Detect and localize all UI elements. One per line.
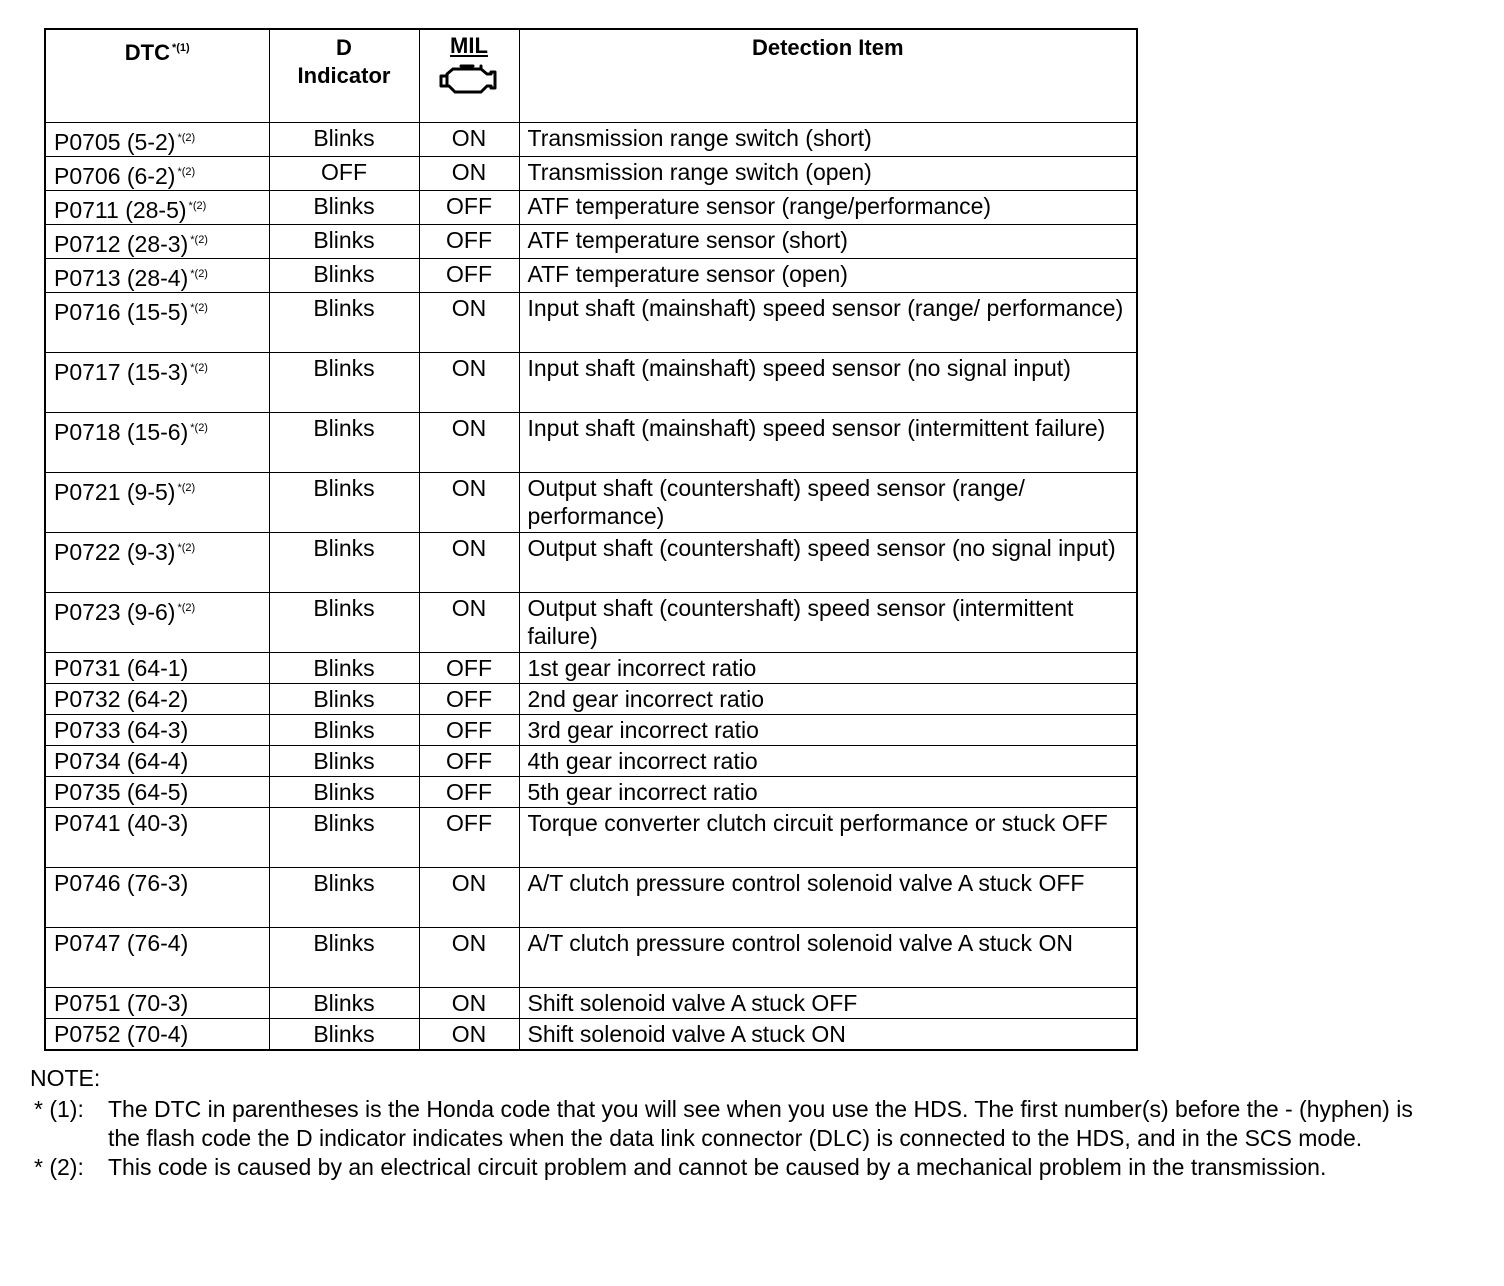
cell-mil: ON — [419, 533, 519, 593]
cell-indicator: Blinks — [269, 1019, 419, 1051]
cell-dtc — [45, 293, 269, 353]
cell-detection: 2nd gear incorrect ratio — [519, 684, 1137, 715]
dtc-code: P0716 (15-5) — [54, 299, 189, 325]
cell-dtc — [45, 988, 269, 1019]
header-mil-label: MIL — [450, 33, 488, 58]
dtc-code: P0741 (40-3) — [54, 810, 189, 836]
dtc-code: P0734 (64-4) — [54, 748, 189, 774]
cell-detection: Input shaft (mainshaft) speed sensor (no signal input) — [519, 353, 1137, 413]
table-row — [45, 353, 1137, 413]
cell-indicator: Blinks — [269, 928, 419, 988]
cell-dtc — [45, 684, 269, 715]
cell-indicator: Blinks — [269, 413, 419, 473]
cell-detection: A/T clutch pressure control solenoid valve A stuck ON — [519, 928, 1137, 988]
header-indicator-line2: Indicator — [297, 63, 391, 88]
dtc-footnote: *(2) — [177, 482, 196, 494]
cell-dtc — [45, 1019, 269, 1051]
table-header — [45, 29, 1137, 123]
cell-mil: ON — [419, 123, 519, 157]
table-body — [45, 123, 1137, 1051]
header-mil — [419, 29, 519, 123]
dtc-footnote: *(2) — [177, 542, 196, 554]
table-row — [45, 157, 1137, 191]
cell-detection: A/T clutch pressure control solenoid valve A stuck OFF — [519, 868, 1137, 928]
table-row — [45, 593, 1137, 653]
dtc-table — [44, 28, 1138, 1051]
cell-indicator: Blinks — [269, 225, 419, 259]
cell-detection: 3rd gear incorrect ratio — [519, 715, 1137, 746]
cell-detection: Transmission range switch (open) — [519, 157, 1137, 191]
cell-dtc — [45, 746, 269, 777]
cell-dtc — [45, 808, 269, 868]
dtc-footnote: *(2) — [190, 268, 208, 280]
cell-mil: ON — [419, 293, 519, 353]
cell-detection: Output shaft (countershaft) speed sensor (range/ performance) — [519, 473, 1137, 533]
dtc-footnote: *(2) — [190, 422, 208, 434]
cell-detection: ATF temperature sensor (range/performance) — [519, 191, 1137, 225]
dtc-footnote: *(2) — [190, 234, 208, 246]
cell-mil: OFF — [419, 715, 519, 746]
cell-detection: Input shaft (mainshaft) speed sensor (range/ performance) — [519, 293, 1137, 353]
cell-dtc — [45, 653, 269, 684]
header-indicator — [269, 29, 419, 123]
cell-dtc — [45, 715, 269, 746]
cell-indicator: OFF — [269, 157, 419, 191]
cell-mil: OFF — [419, 191, 519, 225]
dtc-code: P0747 (76-4) — [54, 930, 189, 956]
cell-indicator: Blinks — [269, 988, 419, 1019]
cell-indicator: Blinks — [269, 123, 419, 157]
table-row — [45, 988, 1137, 1019]
cell-detection: Shift solenoid valve A stuck ON — [519, 1019, 1137, 1051]
table-row — [45, 868, 1137, 928]
dtc-code: P0712 (28-3) — [54, 231, 189, 257]
dtc-code: P0705 (5-2) — [54, 129, 176, 155]
cell-dtc — [45, 473, 269, 533]
cell-dtc — [45, 868, 269, 928]
check-engine-icon — [437, 60, 501, 96]
table-row — [45, 123, 1137, 157]
cell-indicator: Blinks — [269, 593, 419, 653]
cell-detection: 4th gear incorrect ratio — [519, 746, 1137, 777]
cell-detection: 5th gear incorrect ratio — [519, 777, 1137, 808]
table-row — [45, 684, 1137, 715]
cell-indicator: Blinks — [269, 191, 419, 225]
header-dtc — [45, 29, 269, 123]
header-detection: Detection Item — [519, 29, 1137, 123]
notes-section — [30, 1064, 1450, 1182]
header-indicator-line1: D — [336, 35, 352, 60]
note-text: The DTC in parentheses is the Honda code that you will see when you use the HDS. The first number(s) before the - (hyphen) is the flash code the D indicator indicates when the data link connector (DLC) is connected to the HDS, and in the SCS mode. — [108, 1096, 1413, 1151]
cell-dtc — [45, 777, 269, 808]
cell-mil: ON — [419, 1019, 519, 1051]
cell-indicator: Blinks — [269, 653, 419, 684]
cell-dtc — [45, 533, 269, 593]
cell-indicator: Blinks — [269, 684, 419, 715]
header-row — [45, 29, 1137, 123]
cell-mil: ON — [419, 473, 519, 533]
table-row — [45, 225, 1137, 259]
cell-dtc — [45, 259, 269, 293]
dtc-footnote: *(2) — [190, 302, 208, 314]
table-row — [45, 191, 1137, 225]
table-row — [45, 808, 1137, 868]
cell-dtc — [45, 413, 269, 473]
cell-detection: Shift solenoid valve A stuck OFF — [519, 988, 1137, 1019]
cell-mil: ON — [419, 868, 519, 928]
cell-mil: ON — [419, 928, 519, 988]
table-row — [45, 293, 1137, 353]
dtc-code: P0718 (15-6) — [54, 419, 189, 445]
cell-dtc — [45, 225, 269, 259]
cell-detection: Output shaft (countershaft) speed sensor (intermittent failure) — [519, 593, 1137, 653]
dtc-footnote: *(2) — [177, 132, 196, 144]
header-dtc-footnote: *(1) — [171, 42, 190, 54]
dtc-code: P0751 (70-3) — [54, 990, 189, 1016]
cell-mil: OFF — [419, 259, 519, 293]
dtc-code: P0733 (64-3) — [54, 717, 189, 743]
table-row — [45, 928, 1137, 988]
cell-indicator: Blinks — [269, 777, 419, 808]
cell-dtc — [45, 123, 269, 157]
cell-dtc — [45, 593, 269, 653]
cell-dtc — [45, 157, 269, 191]
header-dtc-label: DTC — [124, 40, 170, 65]
cell-detection: ATF temperature sensor (short) — [519, 225, 1137, 259]
table-row — [45, 473, 1137, 533]
dtc-code: P0746 (76-3) — [54, 870, 189, 896]
cell-detection: ATF temperature sensor (open) — [519, 259, 1137, 293]
cell-indicator: Blinks — [269, 353, 419, 413]
note-text: This code is caused by an electrical circuit problem and cannot be caused by a mechanical problem in the transmission. — [108, 1154, 1327, 1180]
table-row — [45, 715, 1137, 746]
table-row — [45, 533, 1137, 593]
dtc-code: P0752 (70-4) — [54, 1021, 189, 1047]
cell-mil: OFF — [419, 808, 519, 868]
table-row — [45, 1019, 1137, 1051]
dtc-code: P0706 (6-2) — [54, 163, 176, 189]
dtc-code: P0722 (9-3) — [54, 539, 176, 565]
note-mark: * (1): — [34, 1096, 84, 1122]
cell-detection: 1st gear incorrect ratio — [519, 653, 1137, 684]
dtc-code: P0721 (9-5) — [54, 479, 176, 505]
cell-mil: OFF — [419, 777, 519, 808]
cell-detection: Transmission range switch (short) — [519, 123, 1137, 157]
dtc-code: P0735 (64-5) — [54, 779, 189, 805]
note-item — [30, 1095, 1450, 1153]
cell-mil: ON — [419, 353, 519, 413]
cell-indicator: Blinks — [269, 293, 419, 353]
table-row — [45, 653, 1137, 684]
dtc-code: P0731 (64-1) — [54, 655, 189, 681]
table-row — [45, 777, 1137, 808]
cell-indicator: Blinks — [269, 259, 419, 293]
table-row — [45, 259, 1137, 293]
note-item — [30, 1153, 1450, 1182]
cell-indicator: Blinks — [269, 808, 419, 868]
note-mark: * (2): — [34, 1154, 84, 1180]
cell-mil: OFF — [419, 684, 519, 715]
cell-mil: OFF — [419, 653, 519, 684]
cell-indicator: Blinks — [269, 868, 419, 928]
cell-indicator: Blinks — [269, 715, 419, 746]
cell-dtc — [45, 353, 269, 413]
cell-detection: Torque converter clutch circuit performance or stuck OFF — [519, 808, 1137, 868]
dtc-code: P0713 (28-4) — [54, 265, 189, 291]
dtc-footnote: *(2) — [177, 166, 196, 178]
cell-detection: Output shaft (countershaft) speed sensor (no signal input) — [519, 533, 1137, 593]
cell-indicator: Blinks — [269, 533, 419, 593]
notes-title: NOTE: — [30, 1065, 101, 1091]
cell-mil: OFF — [419, 746, 519, 777]
cell-mil: OFF — [419, 225, 519, 259]
dtc-footnote: *(2) — [190, 362, 208, 374]
dtc-code: P0723 (9-6) — [54, 599, 176, 625]
cell-mil: ON — [419, 593, 519, 653]
cell-indicator: Blinks — [269, 746, 419, 777]
cell-dtc — [45, 191, 269, 225]
cell-mil: ON — [419, 157, 519, 191]
dtc-code: P0732 (64-2) — [54, 686, 189, 712]
dtc-footnote: *(2) — [177, 602, 196, 614]
cell-indicator: Blinks — [269, 473, 419, 533]
cell-mil: ON — [419, 413, 519, 473]
dtc-code: P0711 (28-5) — [54, 197, 187, 223]
cell-mil: ON — [419, 988, 519, 1019]
table-row — [45, 746, 1137, 777]
cell-detection: Input shaft (mainshaft) speed sensor (intermittent failure) — [519, 413, 1137, 473]
dtc-code: P0717 (15-3) — [54, 359, 189, 385]
cell-dtc — [45, 928, 269, 988]
table-row — [45, 413, 1137, 473]
dtc-footnote: *(2) — [188, 200, 207, 212]
